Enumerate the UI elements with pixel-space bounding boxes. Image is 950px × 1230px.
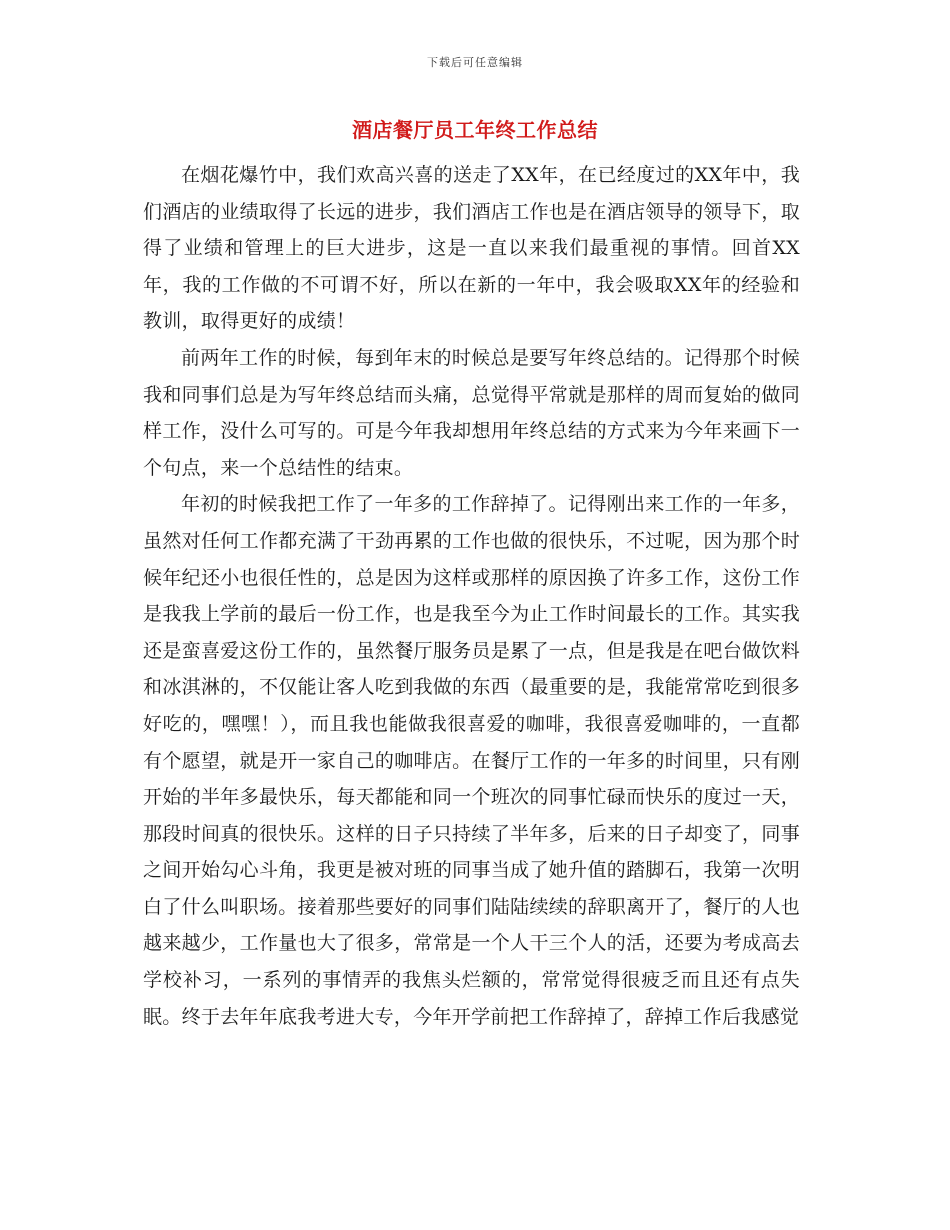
document-title: 酒店餐厅员工年终工作总结 bbox=[352, 118, 598, 142]
paragraph-1: 在烟花爆竹中，我们欢高兴喜的送走了XX年，在已经度过的XX年中，我们酒店的业绩取得了长远的进步，我们酒店工作也是在酒店领导的领导下，取得了业绩和管理上的巨大进步，这是一直以来我们最重视的事情。回首XX年，我的工作做的不可谓不好，所以在新的一年中，我会吸取XX年的经验和教训，取得更好的成绩！ bbox=[143, 164, 800, 333]
paragraph-3: 年初的时候我把工作了一年多的工作辞掉了。记得刚出来工作的一年多，虽然对任何工作都充满了干劲再累的工作也做的很快乐，不过呢，因为那个时候年纪还小也很任性的，总是因为这样或那样的原因换了许多工作，这份工作是我我上学前的最后一份工作，也是我至今为止工作时间最长的工作。其实我还是蛮喜爱这份工作的，虽然餐厅服务员是累了一点，但是我是在吧台做饮料和冰淇淋的，不仅能让客人吃到我做的东西（最重要的是，我能常常吃到很多好吃的，嘿嘿！），而且我也能做我很喜爱的咖啡，我很喜爱咖啡的，一直都有个愿望，就是开一家自己的咖啡店。在餐厅工作的一年多的时间里，只有刚开始的半年多最快乐，每天都能和同一个班次的同事忙碌而快乐的度过一天，那段时间真的很快乐。这样的日子只持续了半年多，后来的日子却变了，同事之间开始勾心斗角，我更是被对班的同事当成了她升值的踏脚石，我第一次明白了什么叫职场。接着那些要好的同事们陆陆续续的辞职离开了，餐厅的人也越来越少，工作量也大了很多，常常是一个人干三个人的活，还要为考成高去学校补习，一系列的事情弄的我焦头烂额的，常常觉得很疲乏而且还有点失眠。终于去年年底我考进大专，今年开学前把工作辞掉了，辞掉工作后我感觉 bbox=[143, 493, 800, 1028]
document-body bbox=[143, 157, 800, 1035]
header-note: 下载后可任意编辑 bbox=[427, 56, 523, 69]
paragraph-2: 前两年工作的时候，每到年末的时候总是要写年终总结的。记得那个时候我和同事们总是为写年终总结而头痛，总觉得平常就是那样的周而复始的做同样工作，没什么可写的。可是今年我却想用年终总结的方式来为今年来画下一个句点，来一个总结性的结束。 bbox=[143, 346, 800, 479]
